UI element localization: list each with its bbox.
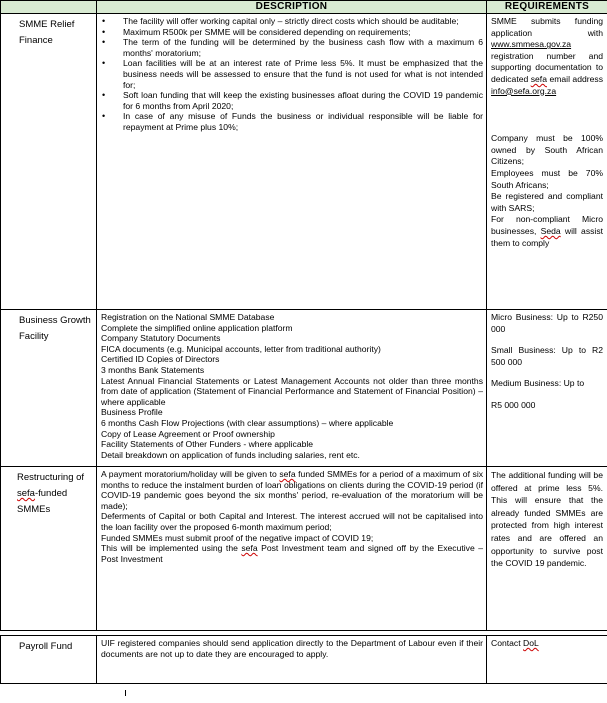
bullet-item: • In case of any misuse of Funds the business or individual responsible will be liable for repayment at Prime plus 10%; (101, 111, 483, 132)
desc-line: Company Statutory Documents (101, 333, 221, 344)
req-application (491, 16, 603, 97)
desc-line: Facility Statements of Other Funders - where applicable (101, 439, 314, 450)
desc-line: Registration on the National SMME Database (101, 312, 275, 322)
desc-paragraph (101, 469, 483, 511)
label-text: Restructuring of (17, 472, 85, 483)
bullet-item: • The term of the funding will be determined by the business cash flow with a maximum 6 months' moratorium; (101, 37, 483, 58)
label-sefa: sefa (17, 488, 35, 499)
table-row-payroll (1, 636, 607, 684)
row-label: Payroll Fund (1, 636, 97, 684)
req-small: Small Business: Up to R2 500 000 (491, 345, 603, 367)
req-medium-amount: R5 000 000 (491, 399, 536, 410)
desc-line: 6 months Cash Flow Projections (with clear assumptions) – where applicable (101, 417, 394, 428)
desc-paragraph (101, 543, 483, 564)
req-ownership: Company must be 100% owned by South African Citizens; (491, 133, 603, 167)
desc-line: Complete the simplified online application platform (101, 322, 293, 333)
req-medium: Medium Business: Up to (491, 378, 585, 389)
row-description (97, 14, 487, 310)
req-employees: Employees must be 70% South Africans; (491, 167, 603, 190)
req-micro: Micro Business: Up to R250 000 (491, 312, 603, 334)
header-blank (1, 1, 97, 14)
req-text: registration number and supporting documentation to dedicated (491, 50, 603, 84)
desc-line: Copy of Lease Agreement or Proof ownership (101, 428, 275, 439)
desc-line: FICA documents (e.g. Municipal accounts, letter from traditional authority) (101, 343, 381, 354)
page-mark (125, 690, 126, 696)
bullet-list (101, 16, 483, 133)
desc-line: Latest Annual Financial Statements or Latest Management Accounts not older than three months from date of application (Statement of Financial Performance and Statement of Financial Position) – where applicable (101, 375, 483, 407)
req-sefa: sefa (530, 73, 547, 84)
header-requirements: REQUIREMENTS (487, 1, 607, 14)
table-header-row (1, 1, 607, 14)
desc-line: Detail breakdown on application of funds including salaries, rent etc. (101, 449, 360, 460)
req-text: SMME submits funding application with (491, 16, 603, 38)
row-requirements (487, 636, 607, 684)
desc-line: 3 months Bank Statements (101, 364, 205, 375)
table-row-smme-relief (1, 14, 607, 310)
row-requirements (487, 14, 607, 310)
row-requirements: The additional funding will be offered at prime less 5%. This will ensure that the already funded SMMEs are protected from high interest rates and are offered an opportunity to survive post the COVID 19 pandemic. (487, 467, 607, 631)
req-text: email address (549, 73, 603, 84)
req-compliance (491, 214, 603, 249)
label-text: -funded SMMEs (17, 488, 68, 515)
row-description: UIF registered companies should send application directly to the Department of Labour even if their documents are not up to date they are encouraged to apply. (97, 636, 487, 684)
desc-text: This will be implemented using the (101, 543, 238, 554)
email-link[interactable]: info@sefa.org.za (491, 85, 557, 96)
row-label: SMME Relief Finance (1, 14, 97, 310)
desc-text: A payment moratorium/holiday will be given to (101, 469, 277, 479)
req-text: Contact (491, 638, 521, 648)
req-dol: DoL (523, 638, 539, 648)
desc-text: Post Investment team and signed off by the Executive – Post Investment (101, 543, 484, 564)
desc-paragraph: Funded SMMEs must submit proof of the negative impact of COVID 19; (101, 532, 374, 543)
row-label: Business Growth Facility (1, 310, 97, 467)
smmesa-link[interactable]: www.smmesa.gov.za (491, 39, 572, 50)
table-row-restructuring (1, 467, 607, 631)
header-description: DESCRIPTION (97, 1, 487, 14)
req-seda: Seda (540, 225, 561, 236)
table-row-business-growth (1, 310, 607, 467)
desc-text: funded SMMEs for a period of a maximum of six months to reduce the instalment burden of loan obligations on clients during the COVID-19 period (if COVID-19 pandemic goes beyond the six months' period, re-evaluation of the moratorium will be made); (101, 469, 484, 511)
req-text: For non-compliant Micro businesses, (491, 214, 603, 236)
req-sars: Be registered and compliant with SARS; (491, 191, 603, 213)
desc-paragraph: Deferments of Capital or both Capital and Interest. The interest accrued will not be capitalised into the loan facility over the proposed 6-month maximum period; (101, 511, 483, 532)
row-description (97, 310, 487, 467)
bullet-item: • Maximum R500k per SMME will be considered depending on requirements; (101, 27, 483, 38)
desc-sefa: sefa (279, 469, 296, 479)
desc-line: Certified ID Copies of Directors (101, 354, 220, 365)
row-description (97, 467, 487, 631)
desc-line: Business Profile (101, 407, 163, 418)
req-text: will assist them to comply (491, 225, 604, 248)
bullet-item: • The facility will offer working capital only – strictly direct costs which should be auditable; (101, 16, 483, 27)
row-label (1, 467, 97, 631)
desc-sefa: sefa (241, 543, 258, 554)
bullet-item: • Loan facilities will be at an interest rate of Prime less 5%. It must be emphasized that the business needs will be assessed to ensure that the fund is not used for what is not intended for; (101, 58, 483, 90)
row-requirements (487, 310, 607, 467)
bullet-item: • Soft loan funding that will keep the existing businesses afloat during the COVID 19 pandemic for 6 months from April 2020; (101, 90, 483, 111)
